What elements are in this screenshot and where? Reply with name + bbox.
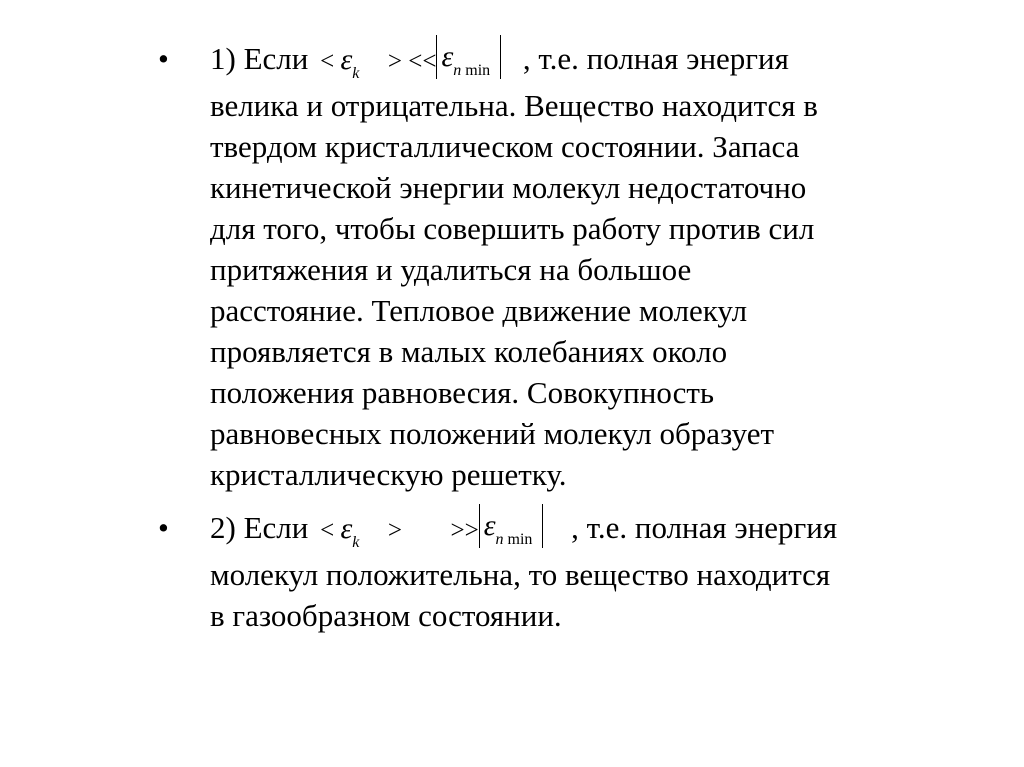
- formula-relation: >>: [450, 517, 479, 544]
- formula-subscript-k: k: [352, 65, 360, 82]
- formula-subscript-n: n: [453, 62, 462, 80]
- bullet-marker: •: [158, 41, 169, 76]
- bullet-text: [210, 507, 958, 636]
- bullet-item-solid-state: [158, 38, 958, 495]
- bullet-line: велика и отрицательна. Вещество находится в: [210, 88, 818, 124]
- bullet-line: равновесных положений молекул образует: [210, 416, 775, 452]
- bullet-item-gas-state: [158, 507, 958, 636]
- formula-subscript-min: min: [465, 62, 491, 80]
- bullet-line: твердом кристаллическом состоянии. Запаса: [210, 129, 800, 165]
- formula-gt: >: [387, 517, 402, 544]
- bullet-text: [210, 38, 958, 495]
- formula-energy-comparison: [316, 39, 505, 85]
- formula-gt: >: [387, 48, 402, 75]
- bullet-line: расстояние. Тепловое движение молекул: [210, 293, 748, 329]
- bullet-line: притяжения и удалиться на большое: [210, 252, 692, 288]
- bullet-lead: 2) Если: [210, 510, 309, 545]
- bullet-line: молекул положительна, то вещество находится: [210, 557, 831, 593]
- bullet-line: для того, чтобы совершить работу против сил: [210, 211, 815, 247]
- formula-lt: <: [320, 48, 335, 75]
- formula-relation: <<: [408, 48, 437, 75]
- bullet-after-formula: , т.е. полная энергия: [522, 41, 789, 76]
- formula-subscript-n: n: [495, 531, 504, 549]
- bullet-first-line: [210, 38, 958, 85]
- bullet-marker: •: [158, 510, 169, 545]
- bullet-after-formula: , т.е. полная энергия: [571, 510, 838, 545]
- bullet-line: положения равновесия. Совокупность: [210, 375, 715, 411]
- formula-epsilon-k: ε: [340, 43, 353, 76]
- formula-abs-value: [479, 504, 544, 548]
- bullet-line: в газообразном состоянии.: [210, 598, 562, 634]
- formula-abs-value: [436, 35, 501, 79]
- formula-subscript-min: min: [507, 531, 533, 549]
- formula-subscript-k: k: [352, 534, 360, 551]
- bullet-first-line: [210, 507, 958, 554]
- formula-lt: <: [320, 517, 335, 544]
- formula-energy-comparison: [316, 508, 547, 554]
- formula-epsilon-n: ε: [441, 40, 454, 74]
- bullet-line: проявляется в малых колебаниях около: [210, 334, 728, 370]
- bullet-line: кинетической энергии молекул недостаточно: [210, 170, 807, 206]
- formula-epsilon-k: ε: [340, 512, 353, 545]
- formula-epsilon-n: ε: [483, 509, 496, 543]
- bullet-lead: 1) Если: [210, 41, 309, 76]
- bullet-line: кристаллическую решетку.: [210, 457, 567, 493]
